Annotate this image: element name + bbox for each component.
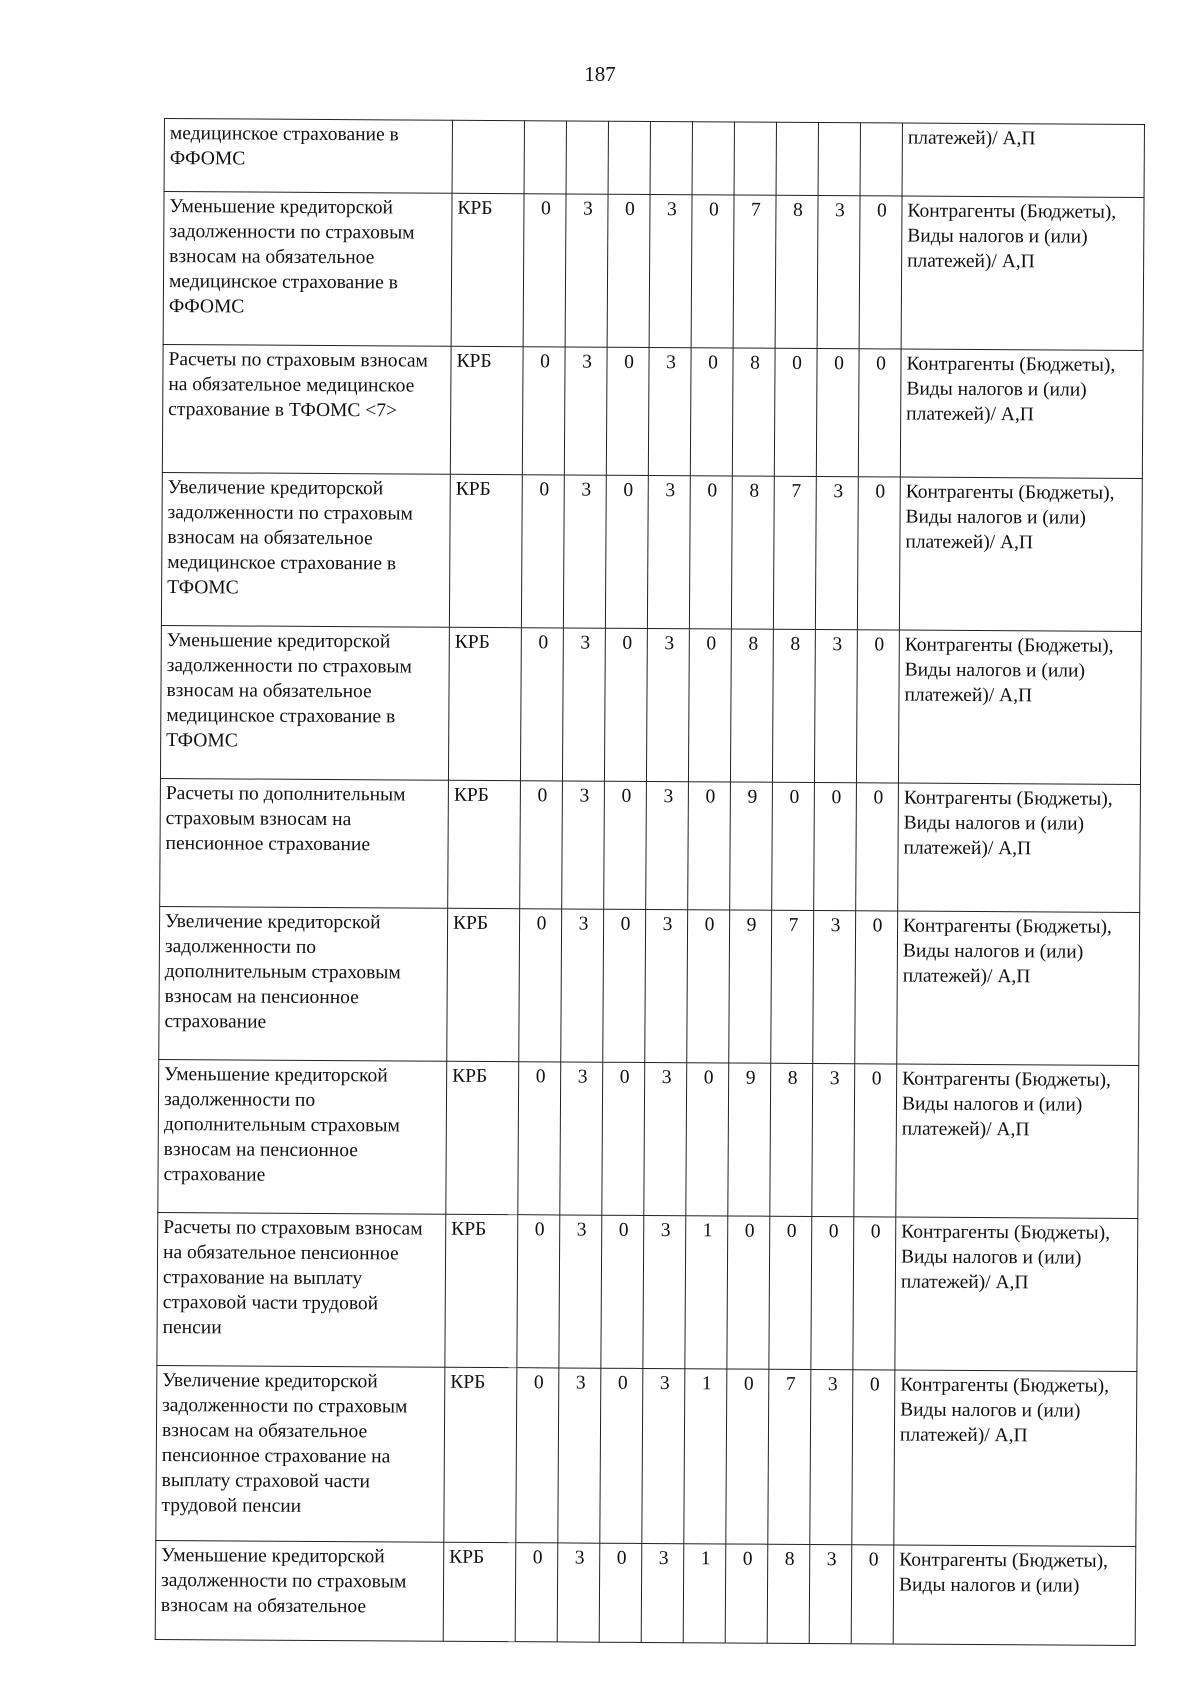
- account-digit-cell: 0: [689, 476, 732, 629]
- account-digit-cell: 7: [773, 476, 816, 629]
- analytics-cell: Контрагенты (Бюджеты), Виды налогов и (или) платежей)/ А,П: [898, 783, 1141, 912]
- table-row: [162, 344, 1143, 478]
- account-digit-cell: 0: [854, 1064, 897, 1217]
- table-row: [163, 192, 1144, 351]
- account-name-cell: Расчеты по дополнительным страховым взносам на пенсионное страхование: [160, 778, 449, 908]
- account-digit-cell: 3: [647, 475, 690, 628]
- analytics-cell: Контрагенты (Бюджеты), Виды налогов и (или) платежей)/ А,П: [894, 1370, 1137, 1546]
- account-digit-cell: 3: [561, 909, 604, 1062]
- account-digit-cell: 9: [729, 910, 772, 1063]
- account-digit-cell: 0: [521, 475, 564, 628]
- account-digit-cell: 0: [688, 782, 731, 910]
- account-digit-cell: 3: [810, 1369, 853, 1544]
- account-name-cell: Увеличение кредиторской задолженности по дополнительным страховым взносам на пенсионное страхование: [159, 906, 448, 1061]
- accounts-table-body: [155, 119, 1144, 1646]
- account-digit-cell: 0: [607, 194, 650, 347]
- account-digit-cell: 3: [815, 476, 858, 629]
- account-digit-cell: 0: [606, 347, 649, 475]
- account-digit-cell: 7: [733, 195, 776, 348]
- account-digit-cell: 0: [599, 1543, 642, 1642]
- account-name-cell: Уменьшение кредиторской задолженности по страховым взносам на обязательное: [155, 1540, 444, 1641]
- table-row: [159, 906, 1140, 1065]
- budget-code-cell: КРБ: [444, 1367, 517, 1542]
- analytics-cell: Контрагенты (Бюджеты), Виды налогов и (или) платежей)/ А,П: [901, 196, 1144, 350]
- account-digit-cell: 3: [564, 347, 607, 475]
- table-row: [156, 1365, 1137, 1546]
- analytics-cell: Контрагенты (Бюджеты), Виды налогов и (или) платежей)/ А,П: [898, 630, 1141, 784]
- account-name-cell: Уменьшение кредиторской задолженности по страховым взносам на обязательное медицинское страхование в ФФОМС: [163, 192, 452, 347]
- account-digit-cell: 8: [775, 195, 818, 348]
- account-digit-cell: 0: [602, 1062, 645, 1215]
- budget-code-cell: КРБ: [451, 193, 524, 346]
- budget-code-cell: КРБ: [445, 1214, 518, 1367]
- table-row: [155, 1540, 1136, 1645]
- account-digit-cell: [776, 122, 818, 195]
- account-digit-cell: 8: [767, 1544, 810, 1643]
- account-digit-cell: 0: [772, 782, 815, 910]
- account-name-cell: Уменьшение кредиторской задолженности по дополнительным страховым взносам на пенсионное страхование: [158, 1059, 447, 1214]
- table-row: [164, 119, 1144, 198]
- account-digit-cell: 3: [644, 1062, 687, 1215]
- account-digit-cell: 0: [518, 1062, 561, 1215]
- account-digit-cell: 9: [730, 782, 773, 910]
- budget-code-cell: КРБ: [447, 908, 520, 1061]
- account-digit-cell: [692, 122, 734, 195]
- account-digit-cell: 3: [809, 1544, 852, 1643]
- page-number: 187: [584, 62, 616, 86]
- account-digit-cell: 0: [769, 1216, 812, 1369]
- account-digit-cell: [860, 123, 902, 196]
- account-digit-cell: 0: [816, 348, 859, 476]
- budget-code-cell: [452, 120, 524, 193]
- account-name-cell: Уменьшение кредиторской задолженности по страховым взносам на обязательное медицинское страхование в ТФОМС: [160, 625, 449, 780]
- account-digit-cell: 0: [725, 1544, 768, 1643]
- account-digit-cell: 3: [559, 1215, 602, 1368]
- account-digit-cell: [566, 121, 608, 194]
- account-digit-cell: 0: [851, 1545, 894, 1644]
- account-digit-cell: 0: [604, 628, 647, 781]
- account-name-cell: Увеличение кредиторской задолженности по страховым взносам на обязательное пенсионное страхование на выплату страховой части трудовой пенсии: [156, 1365, 445, 1542]
- account-digit-cell: 3: [562, 781, 605, 909]
- budget-code-cell: КРБ: [443, 1542, 516, 1641]
- budget-code-cell: КРБ: [448, 780, 521, 908]
- account-digit-cell: 0: [600, 1368, 643, 1543]
- table-row: [160, 625, 1141, 784]
- analytics-cell: Контрагенты (Бюджеты), Виды налогов и (или): [893, 1545, 1136, 1645]
- account-digit-cell: 3: [643, 1215, 686, 1368]
- account-digit-cell: 0: [515, 1543, 558, 1642]
- account-digit-cell: 9: [728, 1063, 771, 1216]
- account-digit-cell: 0: [690, 348, 733, 476]
- account-digit-cell: 0: [686, 1063, 729, 1216]
- account-digit-cell: 0: [853, 1217, 896, 1370]
- account-name-cell: Расчеты по страховым взносам на обязательное пенсионное страхование на выплату страховой части трудовой пенсии: [157, 1212, 446, 1367]
- account-digit-cell: 0: [687, 910, 730, 1063]
- account-name-cell: медицинское страхование в ФФОМС: [164, 119, 452, 194]
- account-digit-cell: 0: [516, 1368, 559, 1543]
- account-digit-cell: [524, 121, 566, 194]
- account-digit-cell: 8: [731, 476, 774, 629]
- account-digit-cell: 8: [772, 629, 815, 782]
- account-digit-cell: 3: [646, 781, 689, 909]
- budget-code-cell: КРБ: [446, 1061, 519, 1214]
- account-digit-cell: [734, 122, 776, 195]
- account-digit-cell: 0: [856, 783, 899, 911]
- account-digit-cell: 0: [859, 196, 902, 349]
- account-digit-cell: [608, 121, 650, 194]
- account-digit-cell: 0: [852, 1370, 895, 1545]
- account-digit-cell: 8: [730, 629, 773, 782]
- account-digit-cell: 0: [726, 1369, 769, 1544]
- account-digit-cell: 1: [683, 1544, 726, 1643]
- table-row: [158, 1059, 1139, 1218]
- account-digit-cell: 8: [770, 1063, 813, 1216]
- account-digit-cell: 3: [560, 1062, 603, 1215]
- table-row: [160, 778, 1141, 912]
- account-digit-cell: 1: [684, 1369, 727, 1544]
- table-row: [157, 1212, 1138, 1371]
- account-digit-cell: 0: [523, 194, 566, 347]
- account-digit-cell: 3: [648, 347, 691, 475]
- account-digit-cell: 0: [601, 1215, 644, 1368]
- account-digit-cell: 3: [812, 1063, 855, 1216]
- analytics-cell: Контрагенты (Бюджеты), Виды налогов и (или) платежей)/ А,П: [899, 477, 1142, 631]
- analytics-cell: Контрагенты (Бюджеты), Виды налогов и (или) платежей)/ А,П: [895, 1217, 1138, 1371]
- account-digit-cell: 3: [641, 1543, 684, 1642]
- account-digit-cell: 3: [558, 1368, 601, 1543]
- account-digit-cell: 8: [732, 348, 775, 476]
- account-digit-cell: 3: [642, 1368, 685, 1543]
- analytics-cell: Контрагенты (Бюджеты), Виды налогов и (или) платежей)/ А,П: [900, 349, 1143, 478]
- account-digit-cell: 3: [646, 628, 689, 781]
- budget-code-cell: КРБ: [448, 627, 521, 780]
- account-digit-cell: 3: [813, 910, 856, 1063]
- analytics-cell: Контрагенты (Бюджеты), Виды налогов и (или) платежей)/ А,П: [897, 911, 1140, 1065]
- account-digit-cell: 3: [817, 195, 860, 348]
- accounts-table: [155, 118, 1145, 1646]
- account-digit-cell: 3: [565, 194, 608, 347]
- account-digit-cell: 0: [691, 195, 734, 348]
- budget-code-cell: КРБ: [450, 346, 523, 474]
- account-digit-cell: 0: [603, 909, 646, 1062]
- account-digit-cell: [818, 122, 860, 195]
- account-digit-cell: 0: [814, 782, 857, 910]
- account-digit-cell: 7: [771, 910, 814, 1063]
- account-digit-cell: 0: [856, 630, 899, 783]
- table-row: [161, 472, 1142, 631]
- account-digit-cell: 3: [557, 1543, 600, 1642]
- account-name-cell: Увеличение кредиторской задолженности по страховым взносам на обязательное медицинское страхование в ТФОМС: [161, 472, 450, 627]
- account-digit-cell: 0: [855, 911, 898, 1064]
- account-digit-cell: 0: [522, 347, 565, 475]
- account-digit-cell: 0: [517, 1215, 560, 1368]
- account-digit-cell: 0: [857, 477, 900, 630]
- account-digit-cell: [650, 121, 692, 194]
- analytics-cell: платежей)/ А,П: [902, 123, 1144, 197]
- account-digit-cell: 0: [688, 629, 731, 782]
- account-digit-cell: 0: [605, 475, 648, 628]
- account-digit-cell: 7: [768, 1369, 811, 1544]
- account-digit-cell: 3: [814, 629, 857, 782]
- account-digit-cell: 3: [645, 909, 688, 1062]
- analytics-cell: Контрагенты (Бюджеты), Виды налогов и (или) платежей)/ А,П: [896, 1064, 1139, 1218]
- account-name-cell: Расчеты по страховым взносам на обязательное медицинское страхование в ТФОМС <7>: [162, 344, 451, 474]
- account-digit-cell: 0: [811, 1216, 854, 1369]
- account-digit-cell: 0: [727, 1216, 770, 1369]
- account-digit-cell: 0: [520, 781, 563, 909]
- budget-code-cell: КРБ: [449, 474, 522, 627]
- account-digit-cell: 3: [563, 475, 606, 628]
- account-digit-cell: 0: [774, 348, 817, 476]
- account-digit-cell: 0: [519, 909, 562, 1062]
- account-digit-cell: 1: [685, 1216, 728, 1369]
- account-digit-cell: 3: [562, 628, 605, 781]
- account-digit-cell: 0: [604, 781, 647, 909]
- account-digit-cell: 0: [858, 349, 901, 477]
- account-digit-cell: 0: [520, 628, 563, 781]
- account-digit-cell: 3: [649, 194, 692, 347]
